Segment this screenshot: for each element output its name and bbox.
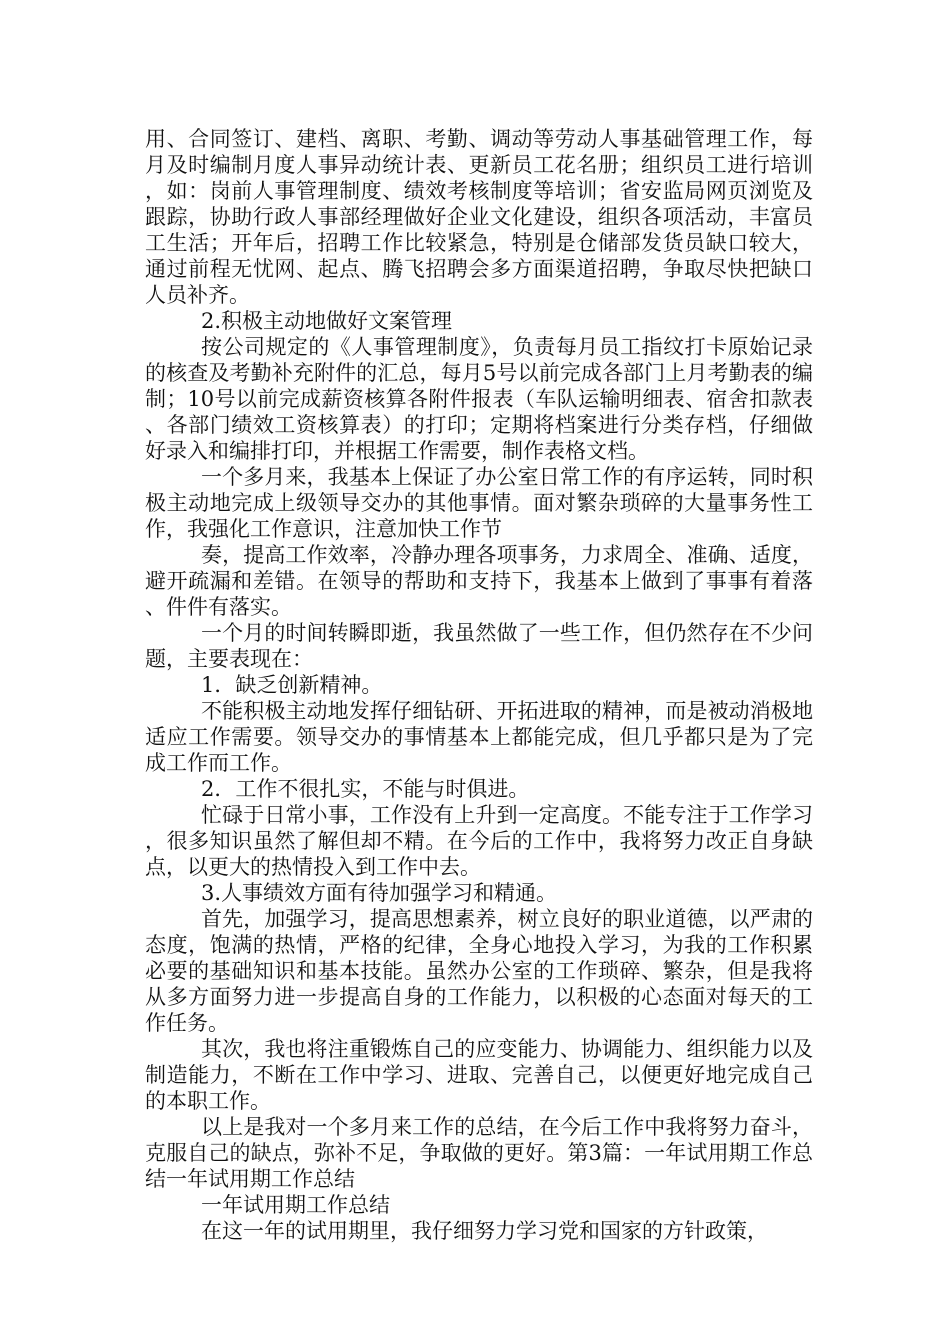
paragraph-9-heading: 2．工作不很扎实，不能与时俱进。	[201, 777, 530, 801]
paragraph-3: 按公司规定的《人事管理制度》，负责每月员工指纹打卡原始记录的核查及考勤补充附件的汇总，每月5号以前完成各部门上月考勤表的编制；10号以前完成薪资核算各附件报表（车队运输明细表、宿舍扣款表、各部门绩效工资核算表）的打印；定期将档案进行分类存档，仔细做好录入和编排打印，并根据工作需要，制作表格文档。	[145, 335, 813, 463]
paragraph-16: 在这一年的试用期里，我仔细努力学习党和国家的方针政策，	[201, 1219, 768, 1243]
paragraph-2-heading: 2.积极主动地做好文案管理	[201, 309, 453, 333]
paragraph-6: 一个月的时间转瞬即逝，我虽然做了一些工作，但仍然存在不少问题，主要表现在：	[145, 621, 813, 671]
paragraph-13: 其次，我也将注重锻炼自己的应变能力、协调能力、组织能力以及制造能力，不断在工作中学习、进取、完善自己，以便更好地完成自己的本职工作。	[145, 1037, 813, 1113]
paragraph-8: 不能积极主动地发挥仔细钻研、开拓进取的精神，而是被动消极地适应工作需要。领导交办的事情基本上都能完成，但几乎都只是为了完成工作而工作。	[145, 699, 813, 775]
paragraph-10: 忙碌于日常小事，工作没有上升到一定高度。不能专注于工作学习，很多知识虽然了解但却不精。在今后的工作中，我将努力改正自身缺点，以更大的热情投入到工作中去。	[145, 803, 813, 879]
paragraph-11-heading: 3.人事绩效方面有待加强学习和精通。	[201, 881, 558, 905]
document-page	[145, 126, 813, 1244]
paragraph-5: 奏，提高工作效率，冷静办理各项事务，力求周全、准确、适度，避开疏漏和差错。在领导的帮助和支持下，我基本上做到了事事有着落、件件有落实。	[145, 543, 813, 619]
paragraph-15-heading: 一年试用期工作总结	[201, 1193, 390, 1217]
paragraph-7-heading: 1．缺乏创新精神。	[201, 673, 383, 697]
paragraph-4: 一个多月来，我基本上保证了办公室日常工作的有序运转，同时积极主动地完成上级领导交办的其他事情。面对繁杂琐碎的大量事务性工作，我强化工作意识，注意加快工作节	[145, 465, 813, 541]
paragraph-12: 首先，加强学习，提高思想素养，树立良好的职业道德，以严肃的态度，饱满的热情，严格的纪律，全身心地投入学习，为我的工作积累必要的基础知识和基本技能。虽然办公室的工作琐碎、繁杂，但是我将从多方面努力进一步提高自身的工作能力，以积极的心态面对每天的工作任务。	[145, 907, 813, 1035]
paragraph-1: 用、合同签订、建档、离职、考勤、调动等劳动人事基础管理工作，每月及时编制月度人事异动统计表、更新员工花名册；组织员工进行培训，如：岗前人事管理制度、绩效考核制度等培训；省安监局网页浏览及跟踪，协助行政人事部经理做好企业文化建设，组织各项活动，丰富员工生活；开年后，招聘工作比较紧急，特别是仓储部发货员缺口较大，通过前程无忧网、起点、腾飞招聘会多方面渠道招聘，争取尽快把缺口人员补齐。	[145, 127, 813, 307]
paragraph-14: 以上是我对一个多月来工作的总结，在今后工作中我将努力奋斗，克服自己的缺点，弥补不足，争取做的更好。第3篇：一年试用期工作总结一年试用期工作总结	[145, 1115, 813, 1191]
